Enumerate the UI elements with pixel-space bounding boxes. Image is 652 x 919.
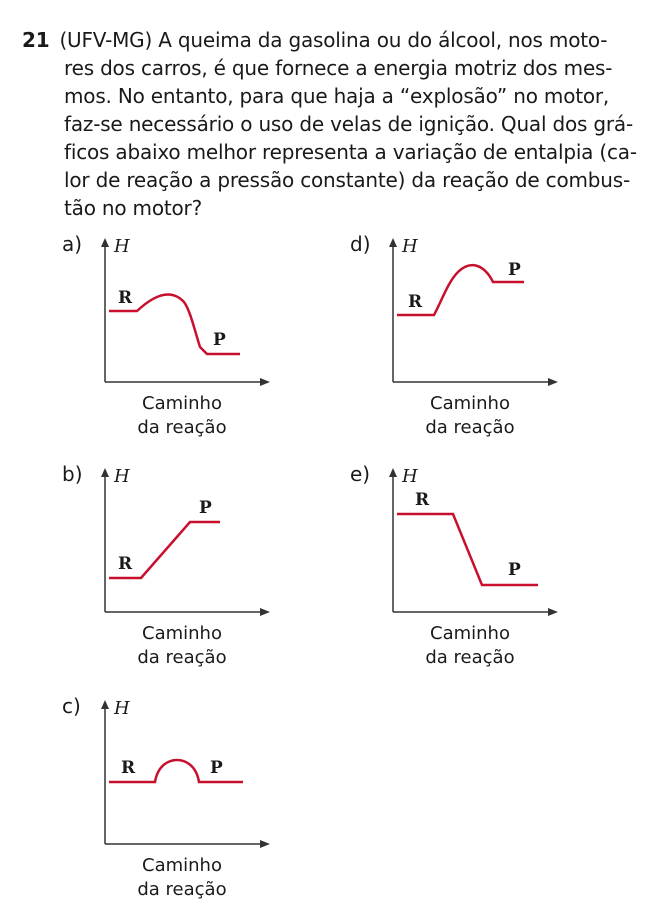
y-axis-label: H xyxy=(114,236,130,257)
x-axis-label-2: da reação xyxy=(425,417,515,438)
x-axis-arrow xyxy=(260,378,270,386)
x-axis-label-1: Caminho xyxy=(430,623,510,644)
y-axis-label: H xyxy=(402,236,418,257)
product-label: P xyxy=(508,560,521,580)
x-axis-label-1: Caminho xyxy=(142,623,222,644)
x-axis-label-2: da reação xyxy=(137,879,227,900)
x-axis-label-2: da reação xyxy=(137,647,227,668)
option-letter: a) xyxy=(62,232,83,256)
option-letter: c) xyxy=(62,694,81,718)
question-line-3: mos. No entanto, para que haja a “explosão” no motor, xyxy=(64,84,610,108)
question-line-1 xyxy=(22,26,622,54)
reactant-label: R xyxy=(118,288,133,308)
reactant-label: R xyxy=(118,554,133,574)
x-axis-arrow xyxy=(260,840,270,848)
reactant-label: R xyxy=(415,490,430,510)
reactant-label: R xyxy=(408,292,423,312)
question-line-5: ficos abaixo melhor representa a variação de entalpia (ca- xyxy=(64,140,637,164)
option-d-graph xyxy=(350,232,630,452)
y-axis-label: H xyxy=(114,466,130,487)
question-line-4: faz-se necessário o uso de velas de ignição. Qual dos grá- xyxy=(64,112,633,136)
question-line-6: lor de reação a pressão constante) da reação de combus- xyxy=(64,168,630,192)
option-b-graph xyxy=(62,462,342,682)
x-axis-label-1: Caminho xyxy=(142,393,222,414)
question-block xyxy=(22,26,637,222)
option-c-graph xyxy=(62,694,342,914)
product-label: P xyxy=(199,498,212,518)
question-line-2: res dos carros, é que fornece a energia motriz dos mes- xyxy=(64,56,613,80)
x-axis-label-2: da reação xyxy=(425,647,515,668)
x-axis-arrow xyxy=(548,608,558,616)
product-label: P xyxy=(210,758,223,778)
option-e-graph xyxy=(350,462,630,682)
x-axis-arrow xyxy=(260,608,270,616)
question-number: 21 xyxy=(22,28,50,52)
question-text-1: (UFV-MG) A queima da gasolina ou do álcool, nos moto- xyxy=(59,28,608,52)
x-axis-arrow xyxy=(548,378,558,386)
product-label: P xyxy=(213,330,226,350)
option-a-graph xyxy=(62,232,342,452)
reactant-label: R xyxy=(121,758,136,778)
x-axis-label-1: Caminho xyxy=(142,855,222,876)
option-letter: e) xyxy=(350,462,371,486)
option-letter: d) xyxy=(350,232,371,256)
y-axis-label: H xyxy=(402,466,418,487)
x-axis-label-2: da reação xyxy=(137,417,227,438)
option-letter: b) xyxy=(62,462,83,486)
product-label: P xyxy=(508,260,521,280)
y-axis-label: H xyxy=(114,698,130,719)
x-axis-label-1: Caminho xyxy=(430,393,510,414)
question-line-7: tão no motor? xyxy=(64,196,202,220)
